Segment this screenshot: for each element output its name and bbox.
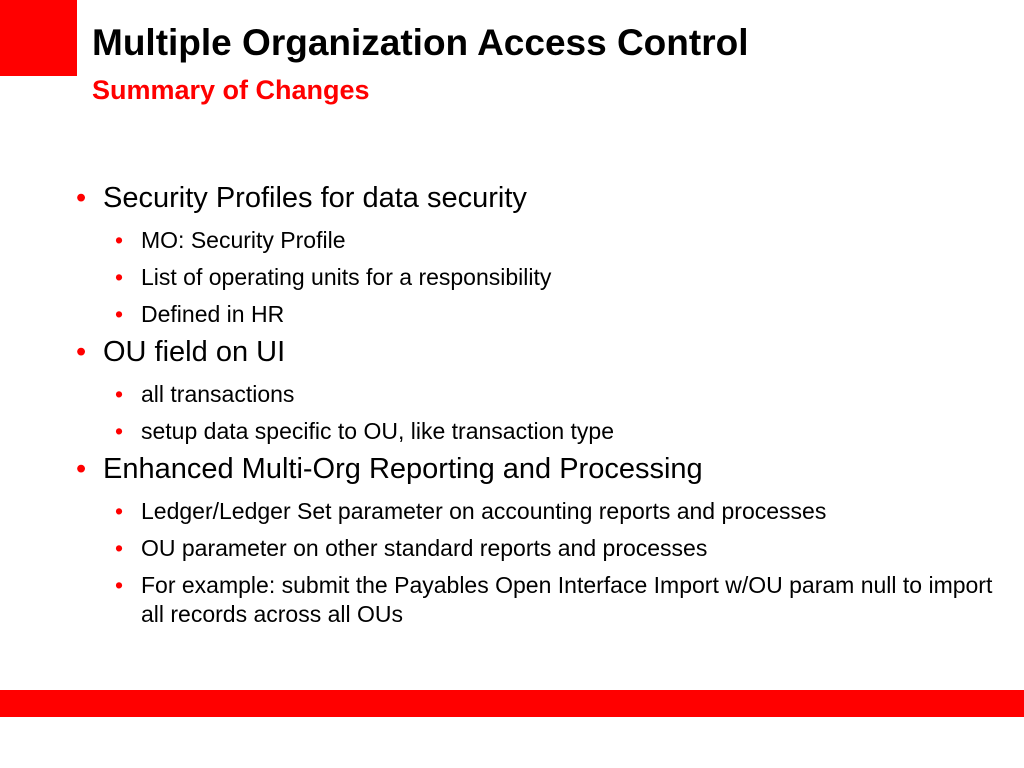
bullet-item-security-profiles [76,178,1006,218]
bullet-icon: • [76,453,87,485]
bullet-icon: • [115,301,124,327]
sub-bullet-text: Defined in HR [141,301,285,327]
bullet-icon: • [115,418,124,444]
bullet-list [76,178,1006,629]
sub-bullet-item [76,226,1006,255]
bullet-text: OU field on UI [103,336,286,368]
bullet-icon: • [115,535,124,561]
bullet-icon: • [115,498,124,524]
sub-bullet-text: MO: Security Profile [141,227,346,253]
bullet-icon: • [115,381,124,407]
sub-bullet-text: setup data specific to OU, like transaction type [141,418,615,444]
sub-bullet-item [76,497,1006,526]
corner-accent-block [0,0,77,76]
bullet-text: Enhanced Multi-Org Reporting and Processing [103,453,703,485]
sub-bullet-text: Ledger/Ledger Set parameter on accounting reports and processes [141,498,827,524]
sub-bullet-text: List of operating units for a responsibility [141,264,552,290]
bullet-icon: • [115,264,124,290]
bullet-icon: • [76,336,87,368]
sub-bullet-item [76,571,1006,629]
sub-bullet-item [76,300,1006,329]
sub-bullet-text: For example: submit the Payables Open Interface Import w/OU param null to import all records across all OUs [141,572,993,627]
bullet-icon: • [115,572,124,598]
sub-bullet-item [76,380,1006,409]
footer-accent-bar [0,690,1024,717]
slide-title: Multiple Organization Access Control [92,22,749,63]
bullet-icon: • [76,182,87,214]
bullet-text: Security Profiles for data security [103,182,527,214]
bullet-icon: • [115,227,124,253]
slide-subtitle: Summary of Changes [92,75,370,105]
sub-bullet-text: OU parameter on other standard reports and processes [141,535,708,561]
sub-bullet-text: all transactions [141,381,295,407]
sub-bullet-item [76,263,1006,292]
bullet-item-enhanced-reporting [76,449,1006,489]
sub-bullet-item [76,417,1006,446]
sub-bullet-item [76,534,1006,563]
bullet-item-ou-field [76,332,1006,372]
